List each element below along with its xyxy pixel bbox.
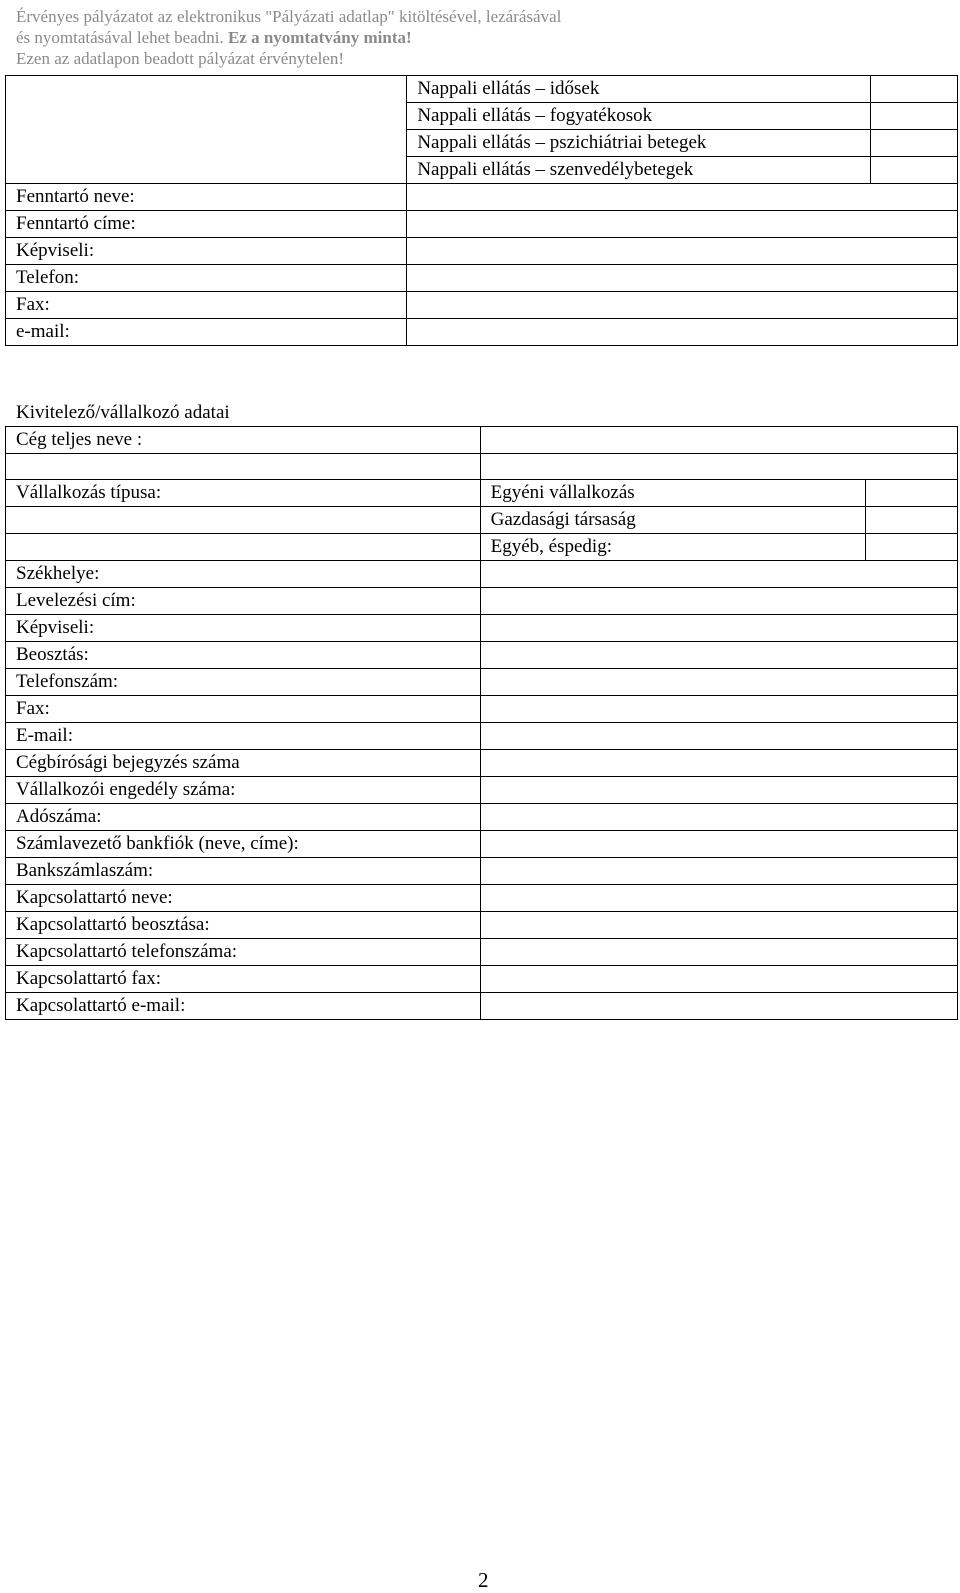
maintainer-field-label: Telefon: [6,265,407,292]
maintainer-row [6,211,958,238]
maintainer-row [6,319,958,346]
contractor-section-title: Kivitelező/vállalkozó adatai [16,402,230,423]
business-type-checkbox-cell[interactable] [866,534,958,561]
business-type-checkbox-cell[interactable] [866,507,958,534]
contractor-field-value[interactable] [480,804,957,831]
company-name-label: Cég teljes neve : [6,427,481,454]
maintainer-field-label: Képviseli: [6,238,407,265]
contractor-field-label: E-mail: [6,723,481,750]
maintainer-row [6,292,958,319]
business-type-row [6,534,958,561]
contractor-field-label: Kapcsolattartó fax: [6,966,481,993]
care-type-empty-cell [6,76,407,184]
contractor-field-row [6,777,958,804]
contractor-field-row [6,642,958,669]
contractor-field-label: Számlavezető bankfiók (neve, címe): [6,831,481,858]
care-type-label: Nappali ellátás – pszichiátriai betegek [407,130,870,157]
care-type-checkbox-cell[interactable] [870,103,957,130]
contractor-field-label: Vállalkozói engedély száma: [6,777,481,804]
contractor-field-row [6,615,958,642]
contractor-field-label: Levelezési cím: [6,588,481,615]
business-type-empty-cell [6,534,481,561]
contractor-field-label: Kapcsolattartó neve: [6,885,481,912]
contractor-field-row [6,993,958,1020]
contractor-field-row [6,858,958,885]
contractor-field-row [6,696,958,723]
contractor-field-label: Cégbírósági bejegyzés száma [6,750,481,777]
contractor-field-row [6,831,958,858]
contractor-field-label: Fax: [6,696,481,723]
contractor-field-label: Kapcsolattartó telefonszáma: [6,939,481,966]
contractor-field-row [6,669,958,696]
contractor-field-value[interactable] [480,858,957,885]
care-type-label: Nappali ellátás – szenvedélybetegek [407,157,870,184]
contractor-field-row [6,804,958,831]
contractor-field-label: Beosztás: [6,642,481,669]
contractor-field-row [6,561,958,588]
business-type-option: Egyéb, éspedig: [480,534,866,561]
contractor-field-label: Telefonszám: [6,669,481,696]
maintainer-table [5,75,958,346]
business-type-row [6,480,958,507]
business-type-empty-cell [6,507,481,534]
contractor-field-value[interactable] [480,750,957,777]
contractor-field-label: Kapcsolattartó beosztása: [6,912,481,939]
company-name-value[interactable] [480,427,957,454]
contractor-table [5,426,958,1020]
care-type-checkbox-cell[interactable] [870,157,957,184]
contractor-field-value[interactable] [480,912,957,939]
business-type-option: Egyéni vállalkozás [480,480,866,507]
maintainer-field-value[interactable] [407,265,958,292]
business-type-row [6,507,958,534]
contractor-field-value[interactable] [480,642,957,669]
company-name-row [6,427,958,454]
watermark-notice [16,6,561,69]
contractor-field-value[interactable] [480,696,957,723]
care-type-label: Nappali ellátás – fogyatékosok [407,103,870,130]
contractor-field-value[interactable] [480,561,957,588]
maintainer-row [6,238,958,265]
contractor-field-label: Székhelye: [6,561,481,588]
contractor-field-value[interactable] [480,939,957,966]
maintainer-field-label: Fenntartó címe: [6,211,407,238]
watermark-line-1: Érvényes pályázatot az elektronikus "Pályázati adatlap" kitöltésével, lezárásával [16,7,562,26]
contractor-field-value[interactable] [480,966,957,993]
contractor-field-value[interactable] [480,885,957,912]
contractor-field-label: Képviseli: [6,615,481,642]
business-type-option: Gazdasági társaság [480,507,866,534]
care-type-checkbox-cell[interactable] [870,76,957,103]
contractor-field-value[interactable] [480,723,957,750]
contractor-field-value[interactable] [480,588,957,615]
care-type-row [6,76,958,103]
maintainer-field-value[interactable] [407,319,958,346]
contractor-field-row [6,588,958,615]
watermark-line-3: Ezen az adatlapon beadott pályázat érvénytelen! [16,49,345,68]
maintainer-field-value[interactable] [407,238,958,265]
maintainer-field-value[interactable] [407,211,958,238]
contractor-field-value[interactable] [480,669,957,696]
maintainer-field-label: Fenntartó neve: [6,184,407,211]
care-type-checkbox-cell[interactable] [870,130,957,157]
spacer-cell [480,454,957,480]
business-type-label: Vállalkozás típusa: [6,480,481,507]
contractor-field-value[interactable] [480,993,957,1020]
spacer-row [6,454,958,480]
page-number: 2 [478,1568,489,1592]
contractor-field-value[interactable] [480,831,957,858]
contractor-field-row [6,939,958,966]
contractor-field-label: Adószáma: [6,804,481,831]
contractor-field-row [6,912,958,939]
care-type-label: Nappali ellátás – idősek [407,76,870,103]
contractor-field-value[interactable] [480,777,957,804]
business-type-checkbox-cell[interactable] [866,480,958,507]
watermark-line-2: és nyomtatásával lehet beadni. Ez a nyomtatvány minta! [16,28,412,47]
maintainer-field-value[interactable] [407,184,958,211]
maintainer-field-value[interactable] [407,292,958,319]
contractor-field-label: Kapcsolattartó e-mail: [6,993,481,1020]
maintainer-row [6,184,958,211]
contractor-field-row [6,723,958,750]
maintainer-field-label: Fax: [6,292,407,319]
contractor-field-row [6,966,958,993]
contractor-field-row [6,750,958,777]
spacer-cell [6,454,481,480]
contractor-field-label: Bankszámlaszám: [6,858,481,885]
maintainer-field-label: e-mail: [6,319,407,346]
maintainer-row [6,265,958,292]
contractor-field-row [6,885,958,912]
contractor-field-value[interactable] [480,615,957,642]
